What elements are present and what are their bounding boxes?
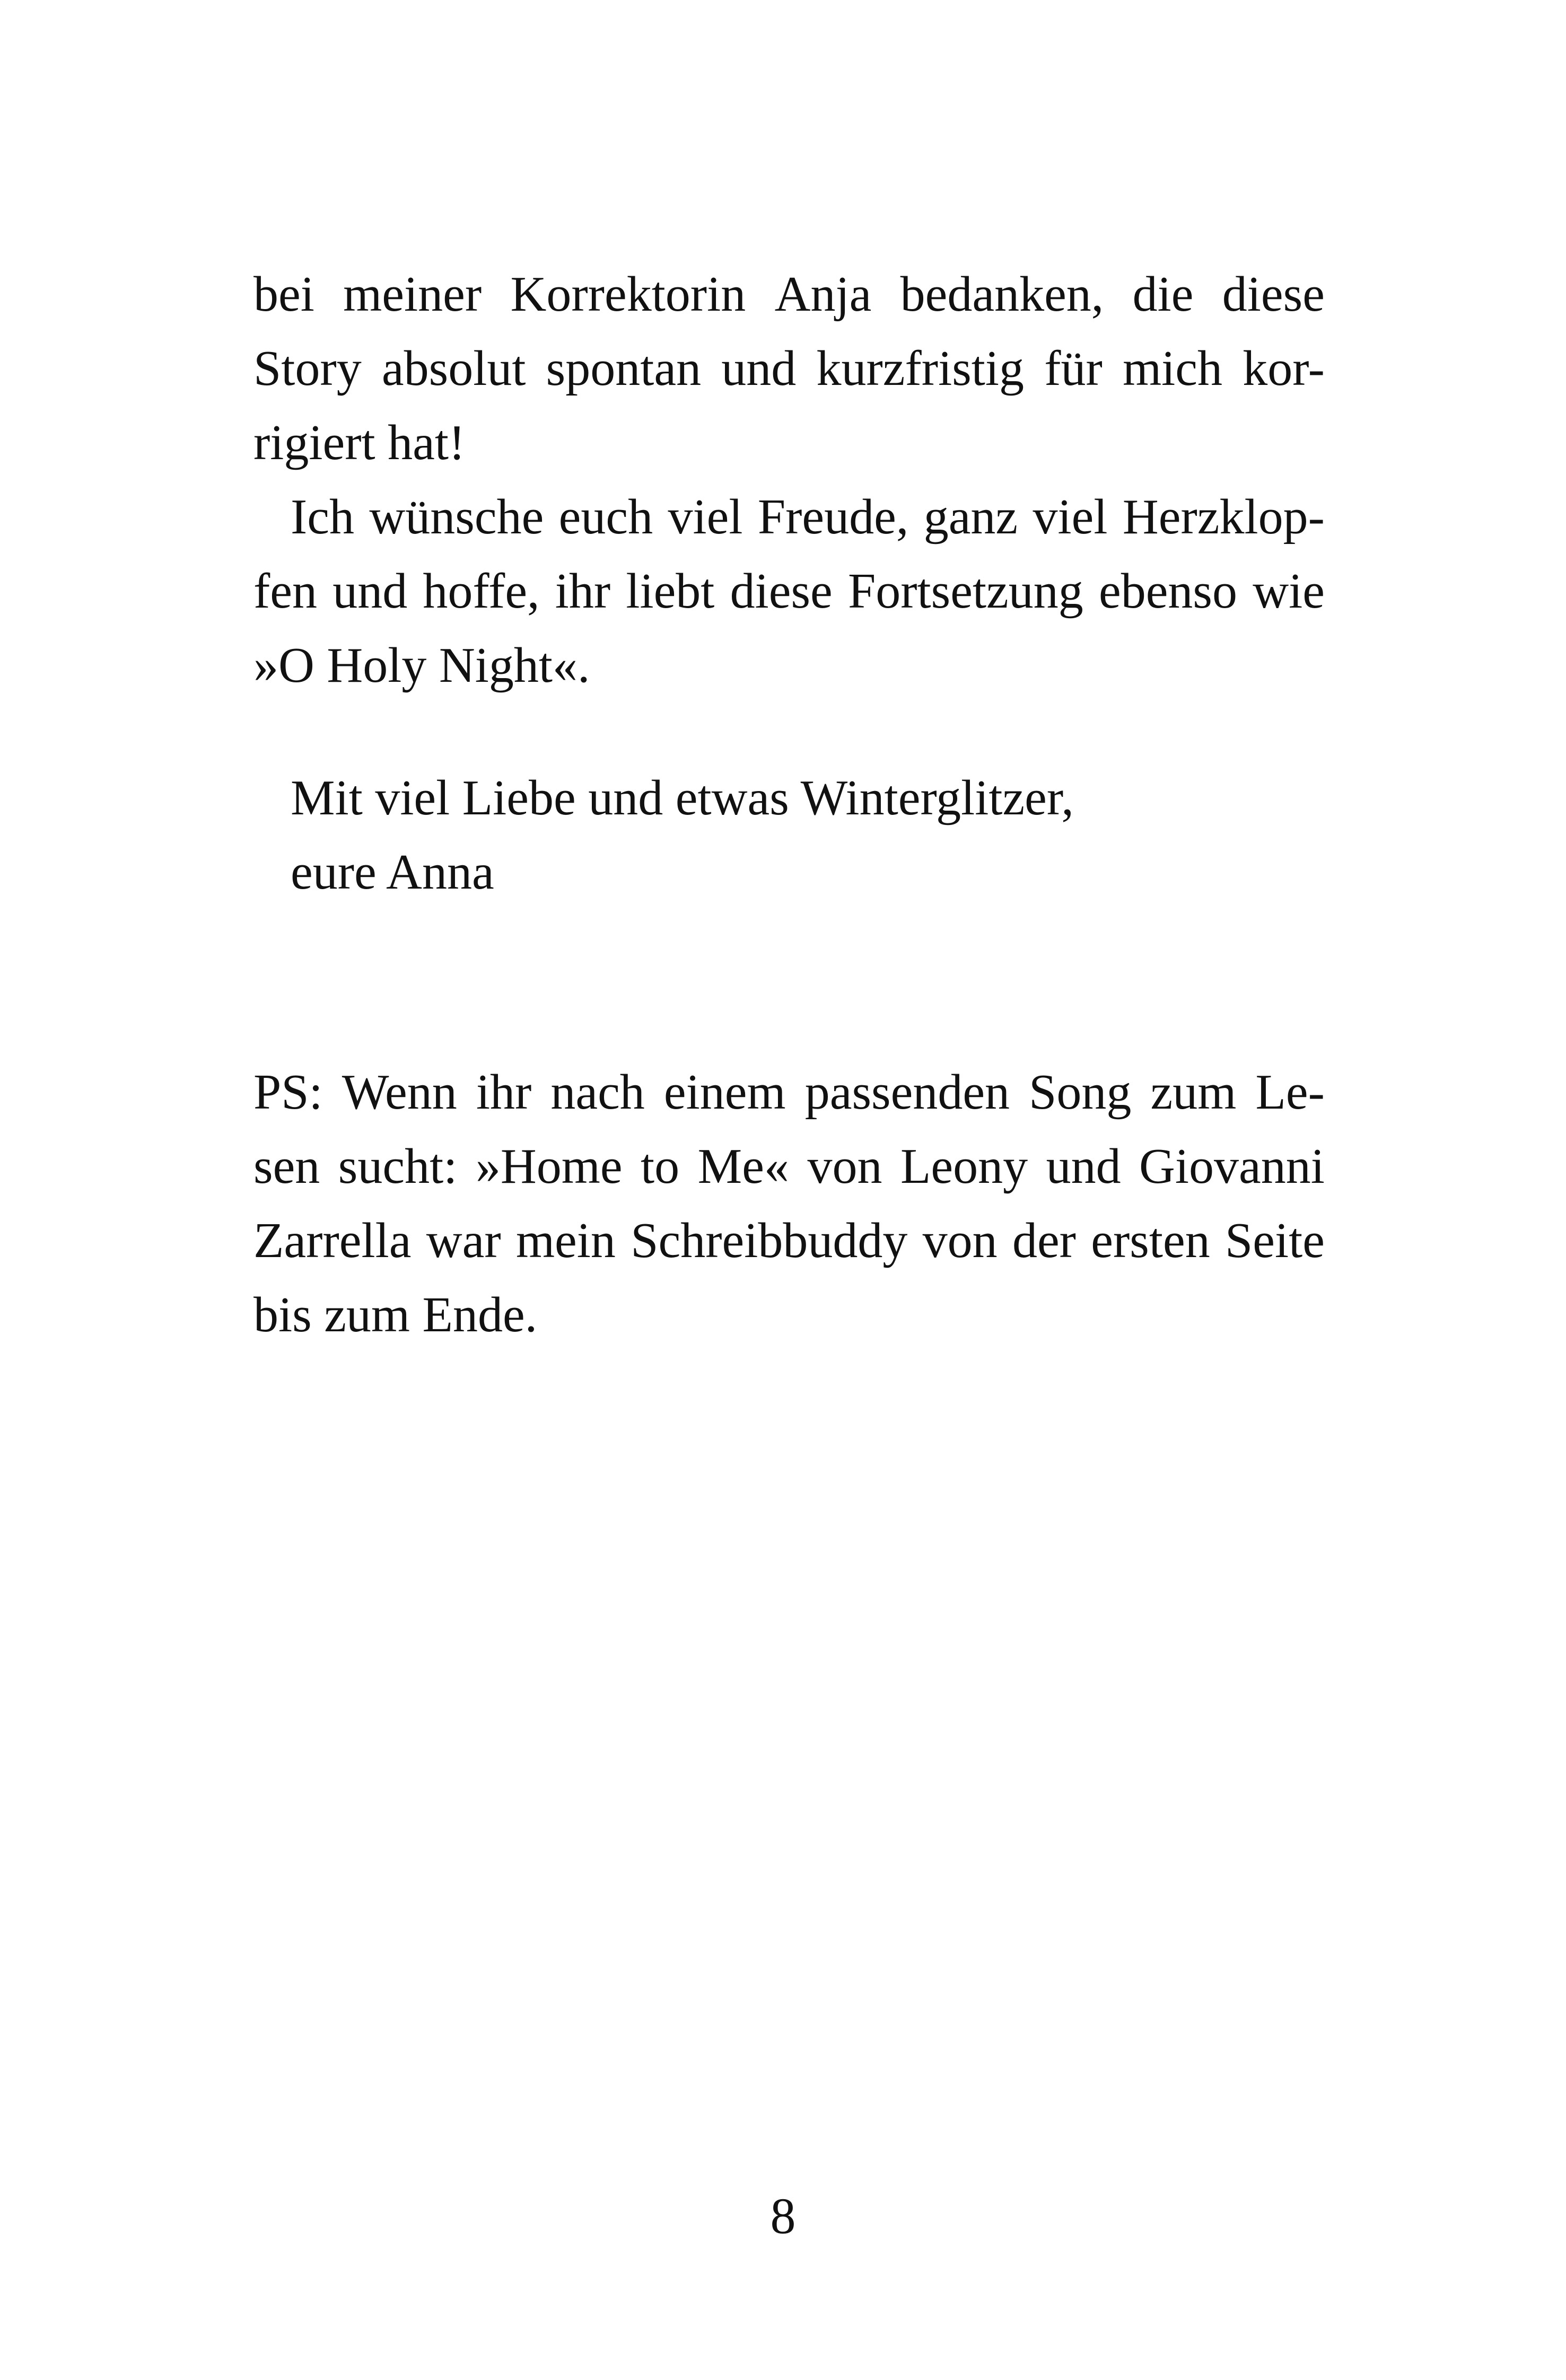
- word: PS:: [253, 1065, 323, 1120]
- postscript-line-3: [253, 1204, 1325, 1278]
- word: to: [641, 1139, 680, 1194]
- word: von: [922, 1213, 998, 1268]
- word: viel: [1033, 489, 1108, 544]
- page-number: 8: [770, 2188, 796, 2244]
- word: mich: [1123, 341, 1223, 396]
- signature-greeting: Mit viel Liebe und etwas Winterglitzer,: [291, 770, 1074, 825]
- word: sen: [253, 1139, 320, 1194]
- word: Le-: [1255, 1065, 1325, 1120]
- word: Seite: [1225, 1213, 1325, 1268]
- word: und: [1046, 1139, 1121, 1194]
- word: Story: [253, 341, 362, 396]
- word: war: [426, 1213, 501, 1268]
- word: fen: [253, 564, 318, 619]
- word: ersten: [1091, 1213, 1210, 1268]
- word: Song: [1029, 1065, 1132, 1120]
- word: einem: [663, 1065, 786, 1120]
- word: ganz: [923, 489, 1018, 544]
- paragraph-2-line-2: [253, 554, 1325, 628]
- paragraph-1-line-2: [253, 331, 1325, 406]
- word: viel: [668, 489, 743, 544]
- word: und: [721, 341, 797, 396]
- word: Korrektorin: [510, 267, 746, 322]
- word: ihr: [555, 564, 611, 619]
- word: diese: [1222, 267, 1325, 322]
- word: kor-: [1243, 341, 1325, 396]
- word: mein: [515, 1213, 616, 1268]
- word: für: [1044, 341, 1103, 396]
- word: liebt: [626, 564, 715, 619]
- word: kurzfristig: [816, 341, 1025, 396]
- word: Schreibbuddy: [631, 1213, 908, 1268]
- word: ihr: [476, 1065, 532, 1120]
- word: Fortsetzung: [847, 564, 1083, 619]
- word: und: [333, 564, 408, 619]
- postscript-line-4: bis zum Ende.: [253, 1287, 538, 1342]
- postscript-line-1: [253, 1055, 1325, 1129]
- word: diese: [730, 564, 833, 619]
- word: hoffe,: [423, 564, 540, 619]
- word: Leony: [900, 1139, 1028, 1194]
- word: die: [1132, 267, 1194, 322]
- word: Anja: [774, 267, 872, 322]
- signature-name: eure Anna: [291, 845, 494, 900]
- word: wie: [1253, 564, 1325, 619]
- word: spontan: [546, 341, 702, 396]
- postscript-line-2: [253, 1129, 1325, 1204]
- paragraph-2-line-3: »O Holy Night«.: [253, 638, 590, 693]
- word: Wenn: [342, 1065, 457, 1120]
- word: euch: [558, 489, 653, 544]
- word: ebenso: [1098, 564, 1237, 619]
- word: wünsche: [369, 489, 544, 544]
- word: meiner: [343, 267, 482, 322]
- word: Ich: [291, 489, 355, 544]
- word: absolut: [381, 341, 526, 396]
- word: bedanken,: [900, 267, 1104, 322]
- word: zum: [1150, 1065, 1237, 1120]
- paragraph-1-line-3: rigiert hat!: [253, 415, 466, 470]
- word: von: [807, 1139, 882, 1194]
- word: nach: [550, 1065, 645, 1120]
- paragraph-1-line-1: [253, 257, 1325, 331]
- word: Giovanni: [1139, 1139, 1325, 1194]
- word: bei: [253, 267, 314, 322]
- word: passenden: [804, 1065, 1010, 1120]
- word: Me«: [697, 1139, 789, 1194]
- paragraph-2-line-1: [291, 480, 1325, 554]
- word: »Home: [475, 1139, 623, 1194]
- word: sucht:: [338, 1139, 458, 1194]
- word: Zarrella: [253, 1213, 412, 1268]
- word: Freude,: [757, 489, 909, 544]
- word: der: [1012, 1213, 1076, 1268]
- word: Herzklop-: [1122, 489, 1325, 544]
